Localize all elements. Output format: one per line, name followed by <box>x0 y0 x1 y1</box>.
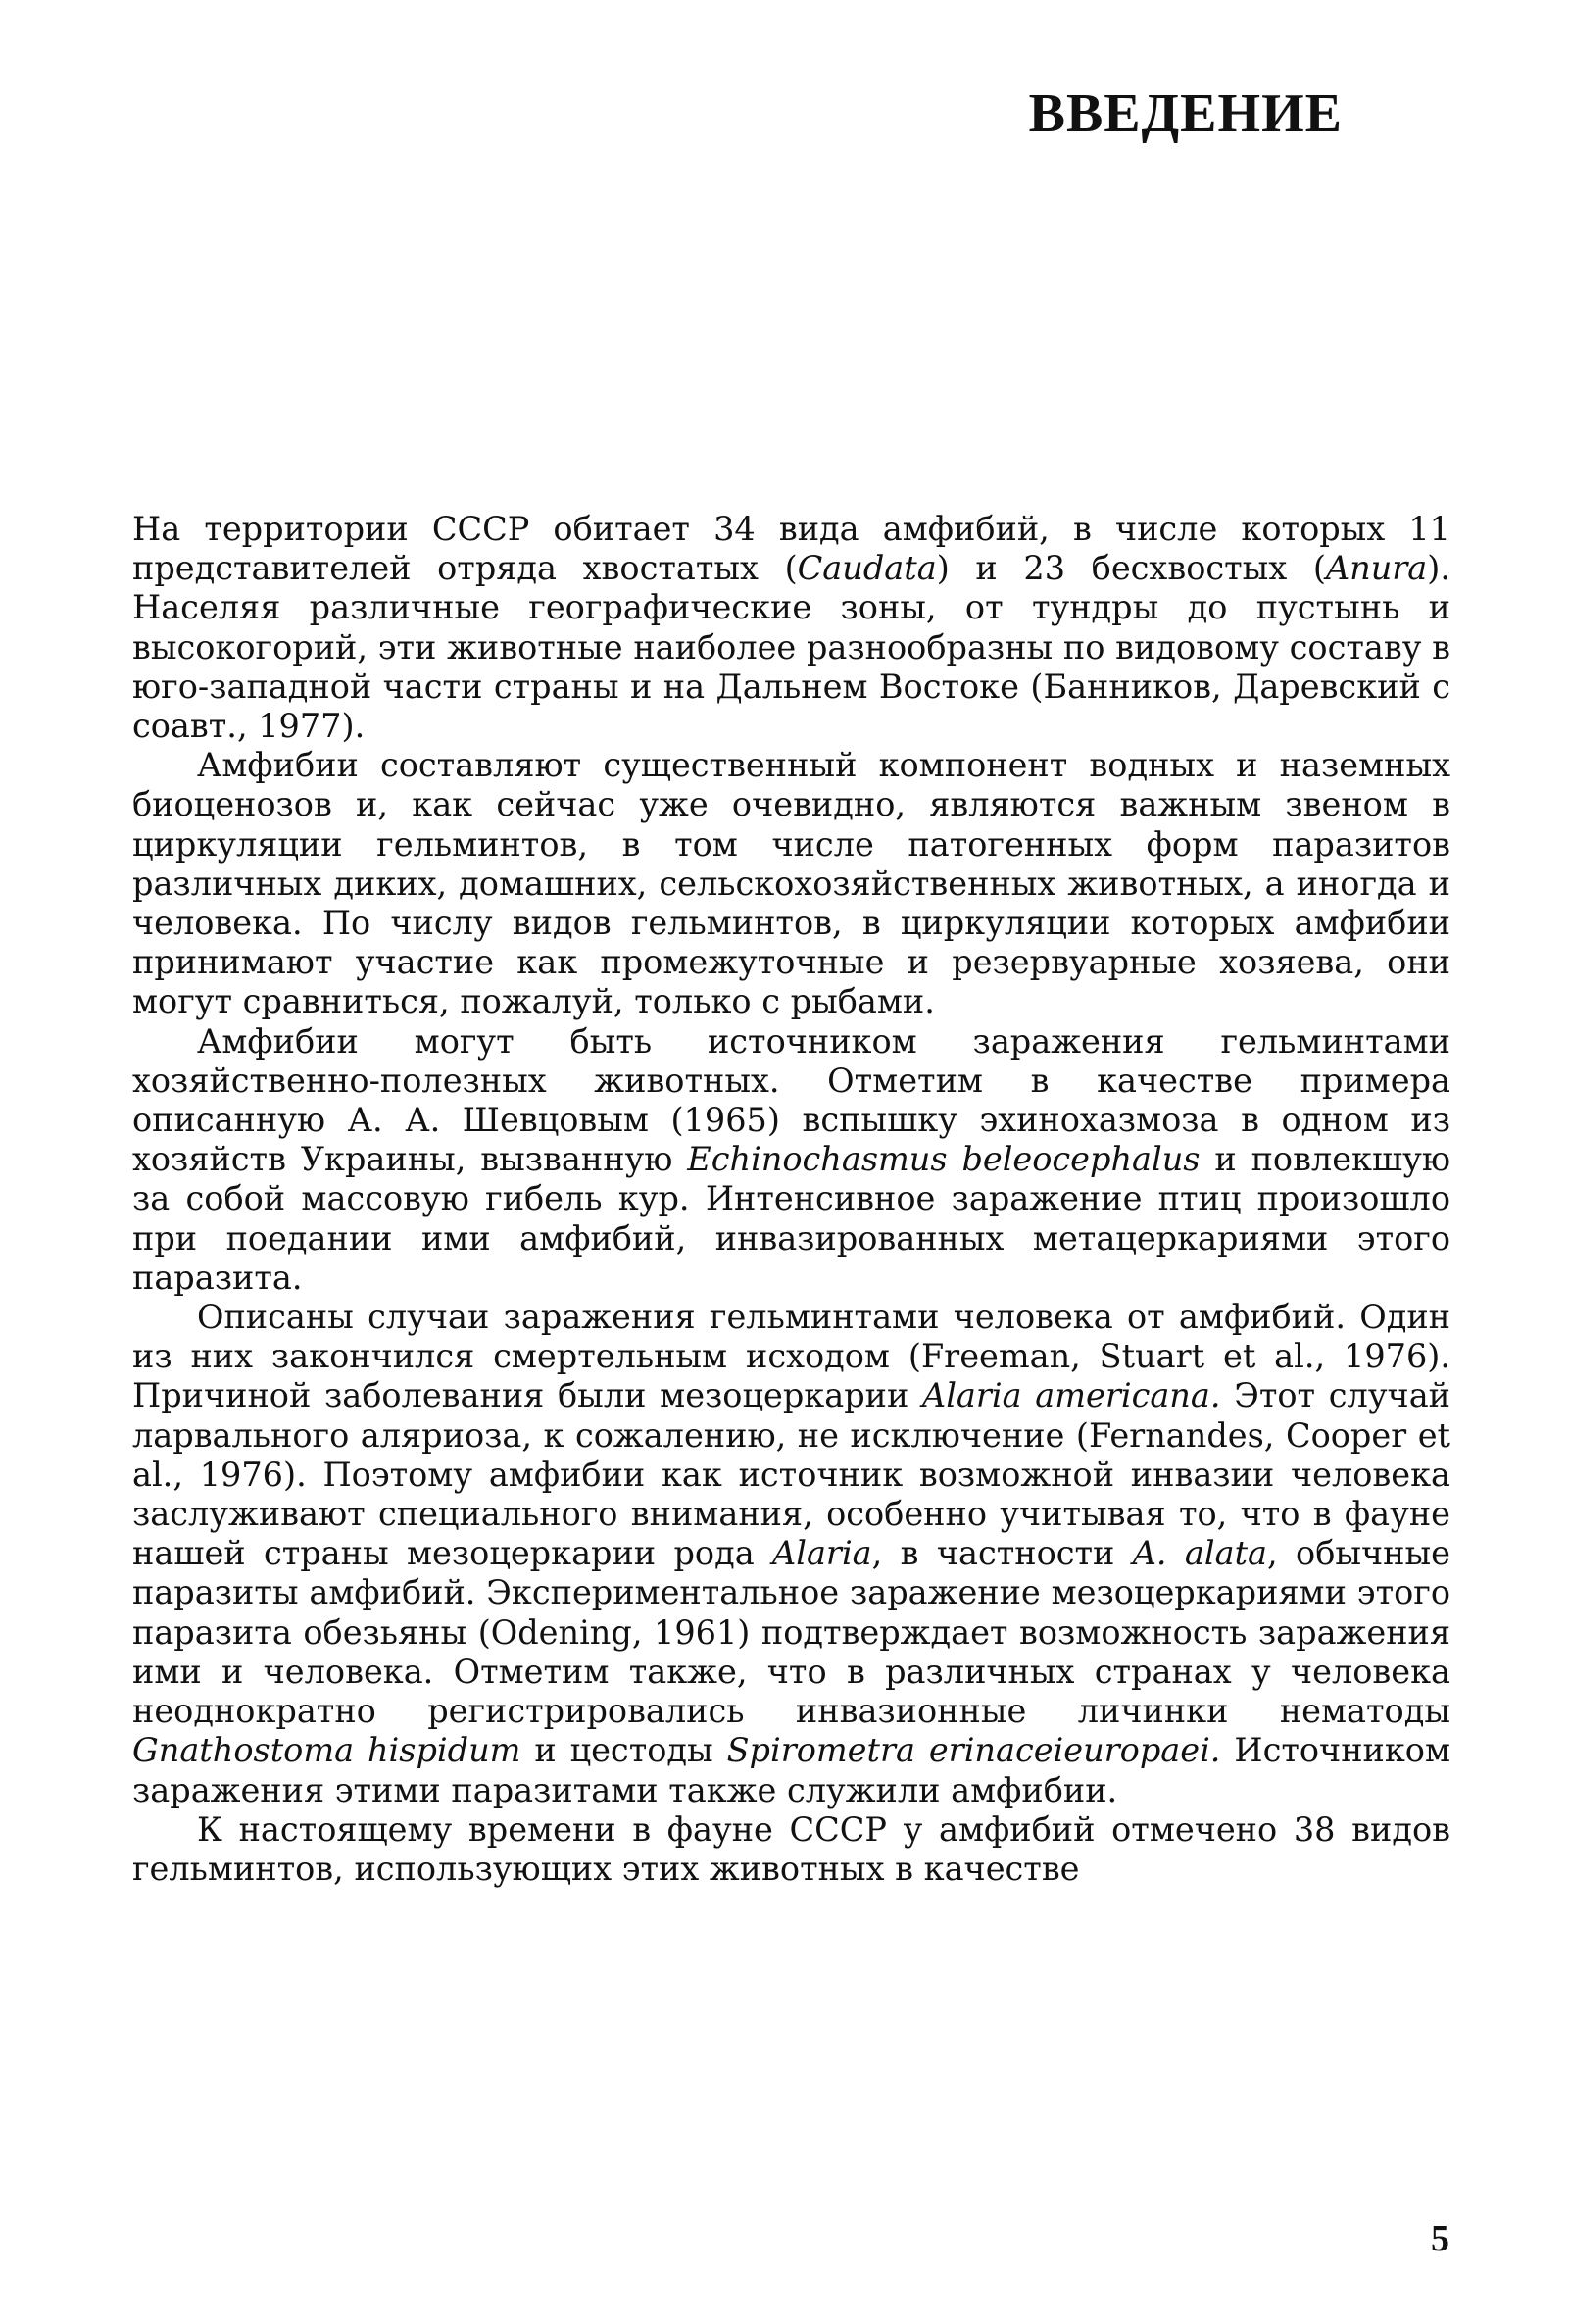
text-run: Амфибии могут быть источником заражения гельминтами хозяйственно-полезных животных. Отметим в качестве примера описанную А. А. Шевцовым (1965) вспышку эхинохазмоза в одном из хозяйств Украины, вызванную <box>132 1021 1450 1179</box>
text-run: ) и 23 бесхвостых ( <box>936 549 1326 588</box>
paragraph-1 <box>132 510 1450 746</box>
text-run: и повлекшую за собой массовую гибель кур. Интенсивное заражение птиц произошло при поедании ими амфибий, инвазированных метацеркариями этого паразита. <box>132 1140 1450 1297</box>
text-run: К настоящему времени в фауне СССР у амфибий отмечено 38 видов гельминтов, использующих этих животных в качестве <box>132 1809 1450 1888</box>
latin-term: Anura <box>1325 549 1428 588</box>
latin-term: Caudata <box>797 549 937 588</box>
paragraph-4 <box>132 1298 1450 1810</box>
text-run: На территории СССР обитает 34 вида амфибий, в числе которых 11 представителей отряда хвостатых ( <box>132 510 1450 588</box>
text-run: , обычные паразиты амфибий. Экспериментальное заражение мезоцеркариями этого паразита обезьяны (Odening, 1961) подтверждает возможность заражения ими и человека. Отметим также, что в различных странах у человека неоднократно регистрировались инвазионные личинки нематоды <box>132 1534 1450 1731</box>
latin-term: Gnathostoma hispidum <box>132 1731 521 1770</box>
text-run: и цестоды <box>520 1731 727 1770</box>
text-run: , в частности <box>871 1534 1133 1573</box>
page-number: 5 <box>1431 2218 1449 2259</box>
text-run: Источником заражения этими паразитами также служили амфибии. <box>132 1731 1451 1809</box>
body-text <box>132 510 1450 1889</box>
latin-term: A. alata <box>1132 1534 1268 1573</box>
latin-term: Alaria <box>772 1534 872 1573</box>
paragraph-3 <box>132 1022 1450 1298</box>
chapter-heading: ВВЕДЕНИЕ <box>1028 83 1343 144</box>
text-run: Амфибии составляют существенный компонент водных и наземных биоценозов и, как сейчас уже очевидно, являются важным звеном в циркуляции гельминтов, в том числе патогенных форм паразитов различных диких, домашних, сельскохозяйственных животных, а иногда и человека. По числу видов гельминтов, в циркуляции которых амфибии принимают участие как промежуточные и резервуарные хозяева, они могут сравниться, пожалуй, только с рыбами. <box>132 746 1450 1021</box>
latin-term: Echinochasmus beleocephalus <box>687 1140 1201 1179</box>
latin-term: Alaria americana. <box>922 1376 1221 1415</box>
text-run: Этот случай ларвального аляриоза, к сожалению, не исключение (Fernandes, Cooper et al., 1976). Поэтому амфибии как источник возможной инвазии человека заслуживают специального внимания, особенно учитывая то, что в фауне нашей страны мезоцеркарии рода <box>132 1376 1450 1573</box>
paragraph-2 <box>132 746 1450 1021</box>
latin-term: Spirometra erinaceieuropaei. <box>726 1731 1221 1770</box>
paragraph-5 <box>132 1810 1450 1889</box>
text-run: ). Населяя различные географические зоны, от тундры до пустынь и высокогорий, эти животные наиболее разнообразны по видовому составу в юго-западной части страны и на Дальнем Востоке (Банников, Даревский с соавт., 1977). <box>132 549 1450 746</box>
text-run: Описаны случаи заражения гельминтами человека от амфибий. Один из них закончился смертельным исходом (Freeman, Stuart et al., 1976). Причиной заболевания были мезоцеркарии <box>132 1298 1450 1415</box>
